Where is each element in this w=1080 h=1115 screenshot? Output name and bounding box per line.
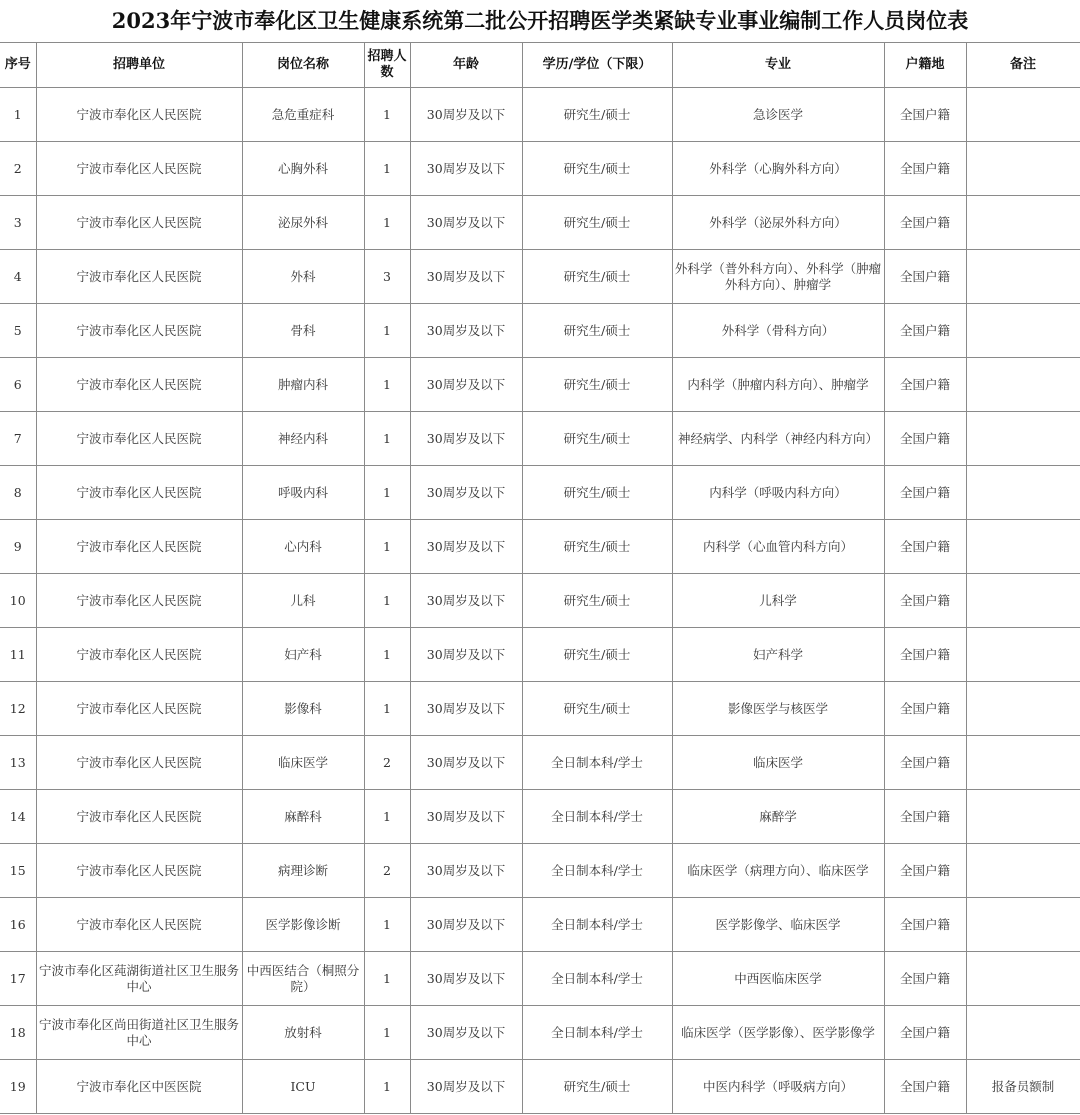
cell-note [966,844,1080,898]
cell-count: 1 [364,952,410,1006]
cell-post: 肿瘤内科 [242,358,364,412]
cell-post: 骨科 [242,304,364,358]
cell-major: 急诊医学 [672,88,884,142]
table-row [0,142,1080,196]
cell-major: 中西医临床医学 [672,952,884,1006]
cell-hukou: 全国户籍 [884,682,966,736]
cell-seq: 6 [0,358,36,412]
cell-edu: 全日制本科/学士 [522,790,672,844]
cell-age: 30周岁及以下 [410,898,522,952]
cell-count: 1 [364,466,410,520]
cell-seq: 17 [0,952,36,1006]
cell-edu: 全日制本科/学士 [522,736,672,790]
cell-note [966,142,1080,196]
table-row [0,790,1080,844]
cell-count: 1 [364,898,410,952]
cell-count: 2 [364,736,410,790]
cell-count: 1 [364,682,410,736]
cell-hukou: 全国户籍 [884,736,966,790]
cell-seq: 12 [0,682,36,736]
cell-age: 30周岁及以下 [410,844,522,898]
cell-post: 神经内科 [242,412,364,466]
header-count: 招聘人数 [364,43,410,88]
cell-count: 2 [364,844,410,898]
table-row [0,196,1080,250]
cell-edu: 研究生/硕士 [522,250,672,304]
header-age: 年龄 [410,43,522,88]
cell-seq: 7 [0,412,36,466]
cell-count: 3 [364,250,410,304]
cell-unit: 宁波市奉化区人民医院 [36,304,242,358]
cell-seq: 10 [0,574,36,628]
cell-seq: 4 [0,250,36,304]
cell-age: 30周岁及以下 [410,952,522,1006]
cell-note [966,898,1080,952]
cell-note [966,466,1080,520]
cell-count: 1 [364,196,410,250]
cell-major: 临床医学（病理方向）、临床医学 [672,844,884,898]
cell-seq: 19 [0,1060,36,1114]
cell-count: 1 [364,574,410,628]
cell-age: 30周岁及以下 [410,1060,522,1114]
cell-unit: 宁波市奉化区人民医院 [36,682,242,736]
cell-major: 外科学（泌尿外科方向） [672,196,884,250]
cell-hukou: 全国户籍 [884,304,966,358]
cell-count: 1 [364,88,410,142]
table-row [0,844,1080,898]
cell-post: 病理诊断 [242,844,364,898]
cell-seq: 5 [0,304,36,358]
cell-unit: 宁波市奉化区人民医院 [36,574,242,628]
table-body [0,88,1080,1114]
cell-major: 内科学（呼吸内科方向） [672,466,884,520]
cell-seq: 15 [0,844,36,898]
cell-post: ICU [242,1060,364,1114]
cell-hukou: 全国户籍 [884,790,966,844]
cell-edu: 研究生/硕士 [522,466,672,520]
cell-post: 呼吸内科 [242,466,364,520]
cell-major: 临床医学 [672,736,884,790]
cell-post: 心内科 [242,520,364,574]
cell-hukou: 全国户籍 [884,574,966,628]
cell-edu: 全日制本科/学士 [522,898,672,952]
cell-post: 心胸外科 [242,142,364,196]
cell-major: 中医内科学（呼吸病方向） [672,1060,884,1114]
cell-count: 1 [364,1060,410,1114]
cell-edu: 全日制本科/学士 [522,844,672,898]
cell-major: 内科学（心血管内科方向） [672,520,884,574]
cell-hukou: 全国户籍 [884,628,966,682]
cell-hukou: 全国户籍 [884,412,966,466]
cell-age: 30周岁及以下 [410,412,522,466]
cell-count: 1 [364,142,410,196]
table-row [0,1060,1080,1114]
header-major: 专业 [672,43,884,88]
cell-major: 外科学（骨科方向） [672,304,884,358]
cell-unit: 宁波市奉化区人民医院 [36,358,242,412]
cell-seq: 2 [0,142,36,196]
cell-count: 1 [364,412,410,466]
cell-major: 麻醉学 [672,790,884,844]
table-row [0,574,1080,628]
cell-major: 外科学（心胸外科方向） [672,142,884,196]
table-row [0,898,1080,952]
cell-note [966,250,1080,304]
cell-major: 外科学（普外科方向）、外科学（肿瘤外科方向）、肿瘤学 [672,250,884,304]
table-row [0,88,1080,142]
cell-edu: 研究生/硕士 [522,682,672,736]
table-row [0,736,1080,790]
table-row [0,412,1080,466]
cell-unit: 宁波市奉化区人民医院 [36,628,242,682]
cell-count: 1 [364,1006,410,1060]
cell-hukou: 全国户籍 [884,142,966,196]
cell-edu: 研究生/硕士 [522,412,672,466]
cell-edu: 研究生/硕士 [522,520,672,574]
cell-edu: 研究生/硕士 [522,1060,672,1114]
cell-age: 30周岁及以下 [410,466,522,520]
cell-post: 儿科 [242,574,364,628]
cell-count: 1 [364,520,410,574]
cell-hukou: 全国户籍 [884,466,966,520]
table-row [0,682,1080,736]
cell-note [966,736,1080,790]
cell-hukou: 全国户籍 [884,88,966,142]
table-row [0,358,1080,412]
cell-unit: 宁波市奉化区中医医院 [36,1060,242,1114]
cell-note [966,628,1080,682]
cell-edu: 研究生/硕士 [522,358,672,412]
cell-count: 1 [364,790,410,844]
cell-age: 30周岁及以下 [410,628,522,682]
header-post: 岗位名称 [242,43,364,88]
cell-unit: 宁波市奉化区人民医院 [36,898,242,952]
cell-unit: 宁波市奉化区人民医院 [36,412,242,466]
cell-seq: 8 [0,466,36,520]
cell-edu: 研究生/硕士 [522,574,672,628]
table-row [0,1006,1080,1060]
cell-note [966,574,1080,628]
table-row [0,628,1080,682]
cell-major: 神经病学、内科学（神经内科方向） [672,412,884,466]
table-row [0,304,1080,358]
cell-edu: 研究生/硕士 [522,88,672,142]
cell-unit: 宁波市奉化区人民医院 [36,520,242,574]
cell-age: 30周岁及以下 [410,196,522,250]
cell-age: 30周岁及以下 [410,790,522,844]
cell-seq: 13 [0,736,36,790]
cell-unit: 宁波市奉化区尚田街道社区卫生服务中心 [36,1006,242,1060]
cell-major: 内科学（肿瘤内科方向）、肿瘤学 [672,358,884,412]
cell-unit: 宁波市奉化区人民医院 [36,250,242,304]
cell-hukou: 全国户籍 [884,520,966,574]
cell-unit: 宁波市奉化区人民医院 [36,736,242,790]
cell-unit: 宁波市奉化区人民医院 [36,88,242,142]
table-row [0,520,1080,574]
header-unit: 招聘单位 [36,43,242,88]
cell-unit: 宁波市奉化区人民医院 [36,844,242,898]
cell-unit: 宁波市奉化区人民医院 [36,466,242,520]
cell-edu: 研究生/硕士 [522,304,672,358]
cell-major: 医学影像学、临床医学 [672,898,884,952]
cell-unit: 宁波市奉化区莼湖街道社区卫生服务中心 [36,952,242,1006]
cell-age: 30周岁及以下 [410,520,522,574]
cell-age: 30周岁及以下 [410,682,522,736]
cell-seq: 11 [0,628,36,682]
cell-seq: 14 [0,790,36,844]
cell-note [966,790,1080,844]
header-seq: 序号 [0,43,36,88]
cell-count: 1 [364,358,410,412]
cell-note [966,1006,1080,1060]
cell-unit: 宁波市奉化区人民医院 [36,790,242,844]
cell-seq: 16 [0,898,36,952]
cell-note [966,520,1080,574]
cell-post: 中西医结合（桐照分院） [242,952,364,1006]
cell-hukou: 全国户籍 [884,844,966,898]
cell-age: 30周岁及以下 [410,736,522,790]
cell-count: 1 [364,304,410,358]
cell-age: 30周岁及以下 [410,250,522,304]
cell-edu: 研究生/硕士 [522,628,672,682]
cell-seq: 9 [0,520,36,574]
cell-hukou: 全国户籍 [884,250,966,304]
table-row [0,952,1080,1006]
cell-age: 30周岁及以下 [410,574,522,628]
cell-note: 报备员额制 [966,1060,1080,1114]
cell-age: 30周岁及以下 [410,358,522,412]
cell-edu: 研究生/硕士 [522,142,672,196]
cell-post: 影像科 [242,682,364,736]
cell-post: 急危重症科 [242,88,364,142]
table-row [0,466,1080,520]
header-row [0,43,1080,88]
cell-post: 放射科 [242,1006,364,1060]
cell-note [966,88,1080,142]
cell-major: 儿科学 [672,574,884,628]
cell-age: 30周岁及以下 [410,304,522,358]
cell-hukou: 全国户籍 [884,952,966,1006]
cell-edu: 全日制本科/学士 [522,952,672,1006]
cell-seq: 18 [0,1006,36,1060]
cell-edu: 研究生/硕士 [522,196,672,250]
cell-age: 30周岁及以下 [410,1006,522,1060]
cell-post: 妇产科 [242,628,364,682]
table-row [0,250,1080,304]
cell-post: 临床医学 [242,736,364,790]
cell-hukou: 全国户籍 [884,358,966,412]
cell-hukou: 全国户籍 [884,1006,966,1060]
header-edu: 学历/学位（下限） [522,43,672,88]
cell-age: 30周岁及以下 [410,142,522,196]
header-hukou: 户籍地 [884,43,966,88]
cell-unit: 宁波市奉化区人民医院 [36,196,242,250]
cell-seq: 3 [0,196,36,250]
cell-post: 外科 [242,250,364,304]
cell-note [966,952,1080,1006]
cell-note [966,304,1080,358]
page-title: 2023年宁波市奉化区卫生健康系统第二批公开招聘医学类紧缺专业事业编制工作人员岗位表 [111,8,969,33]
header-note: 备注 [966,43,1080,88]
cell-note [966,196,1080,250]
cell-note [966,412,1080,466]
cell-hukou: 全国户籍 [884,898,966,952]
cell-hukou: 全国户籍 [884,196,966,250]
cell-seq: 1 [0,88,36,142]
cell-major: 临床医学（医学影像）、医学影像学 [672,1006,884,1060]
cell-post: 泌尿外科 [242,196,364,250]
cell-note [966,682,1080,736]
cell-post: 医学影像诊断 [242,898,364,952]
recruitment-table [0,42,1080,1114]
cell-age: 30周岁及以下 [410,88,522,142]
cell-edu: 全日制本科/学士 [522,1006,672,1060]
cell-note [966,358,1080,412]
cell-post: 麻醉科 [242,790,364,844]
cell-major: 妇产科学 [672,628,884,682]
cell-unit: 宁波市奉化区人民医院 [36,142,242,196]
cell-hukou: 全国户籍 [884,1060,966,1114]
cell-count: 1 [364,628,410,682]
cell-major: 影像医学与核医学 [672,682,884,736]
